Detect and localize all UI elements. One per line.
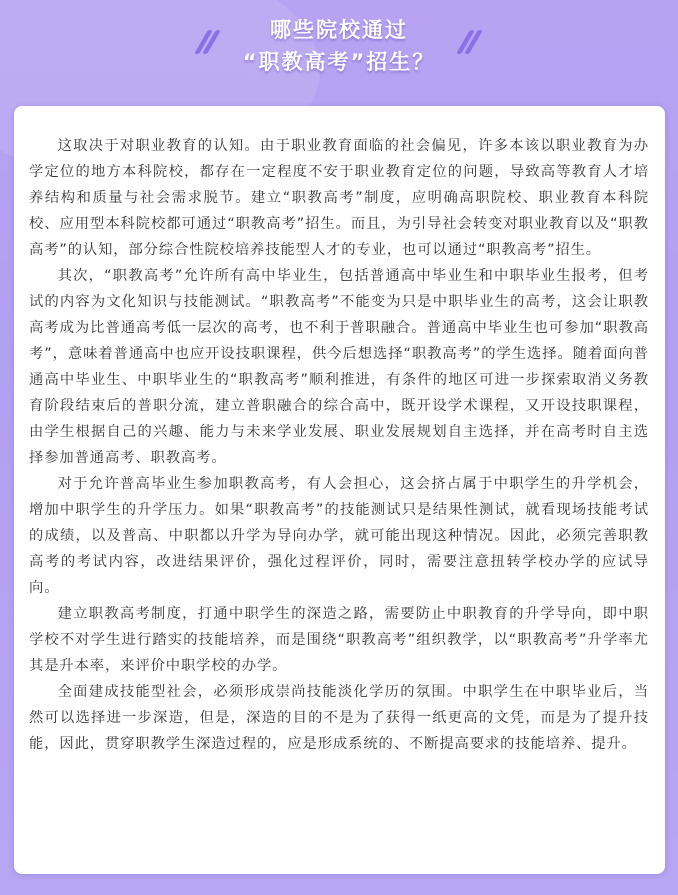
page-header — [0, 0, 678, 105]
page-title-line-2: “职教高考”招生？ — [242, 50, 436, 74]
article-paragraph-2: 其次，“职教高考”允许所有高中毕业生，包括普通高中毕业生和中职毕业生报考，但考试的内容为文化知识与技能测试。“职教高考”不能变为只是中职毕业生的高考，这会让职教高考成为比普通高考低一层次的高考，也不利于普职融合。普通高中毕业生也可参加“职教高考”，意味着普通高中也应开设技职课程，供今后想选择“职教高考”的学生选择。随着面向普通高中毕业生、中职毕业生的“职教高考”顺利推进，有条件的地区可进一步探索取消义务教育阶段结束后的普职分流，建立普职融合的综合高中，既开设学术课程，又开设技职课程，由学生根据自己的兴趣、能力与未来学业发展、职业发展规划自主选择，并在高考时自主选择参加普通高考、职教高考。 — [29, 268, 649, 466]
article-paragraph-3: 对于允许普高毕业生参加职教高考，有人会担心，这会挤占属于中职学生的升学机会，增加中职学生的升学压力。如果“职教高考”的技能测试只是结果性测试，就看现场技能考试的成绩，以及普高、中职都以升学为导向办学，就可能出现这种情况。因此，必须完善职教高考的考试内容，改进结果评价，强化过程评价，同时，需要注意扭转学校办学的应试导向。 — [29, 476, 649, 596]
page-title-line-1: 哪些院校通过 — [270, 18, 408, 42]
article-card — [14, 106, 665, 874]
article-body — [29, 133, 649, 757]
article-paragraph-4: 建立职教高考制度，打通中职学生的深造之路，需要防止中职教育的升学导向，即中职学校不对学生进行踏实的技能培养，而是围绕“职教高考”组织教学，以“职教高考”升学率尤其是升本率，来评价中职学校的办学。 — [29, 606, 649, 674]
article-paragraph-1: 这取决于对职业教育的认知。由于职业教育面临的社会偏见，许多本该以职业教育为办学定位的地方本科院校，都存在一定程度不安于职业教育定位的问题，导致高等教育人才培养结构和质量与社会需求脱节。建立“职教高考”制度，应明确高职院校、职业教育本科院校、应用型本科院校都可通过“职教高考”招生。而且，为引导社会转变对职业教育以及“职教高考”的认知，部分综合性院校培养技能型人才的专业，也可以通过“职教高考”招生。 — [29, 138, 649, 258]
slash-decoration-icon — [458, 30, 480, 54]
article-paragraph-5: 全面建成技能型社会，必须形成崇尚技能淡化学历的氛围。中职学生在中职毕业后，当然可以选择进一步深造，但是，深造的目的不是为了获得一纸更高的文凭，而是为了提升技能，因此，贯穿职教学生深造过程的，应是形成系统的、不断提高要求的技能培养、提升。 — [29, 684, 649, 752]
